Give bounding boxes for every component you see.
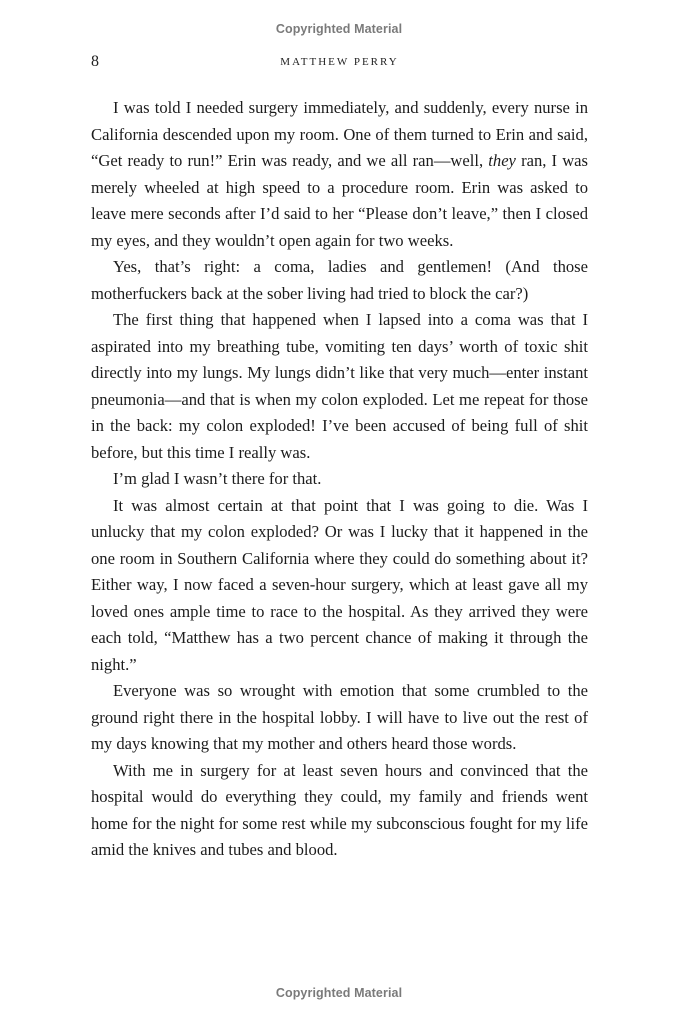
paragraph: Everyone was so wrought with emotion that some crumbled to the ground right there in the hospital lobby. I will have to live out the rest of my days knowing that my mother and others heard those words.	[91, 681, 588, 753]
body-text	[91, 95, 588, 864]
paragraph-text: I was told I needed surgery immediately, and suddenly, every nurse in California descended upon my room. One of them turned to Erin and said, “Get ready to run!” Erin was ready, and we all ran—well,	[91, 98, 588, 170]
paragraph: Yes, that’s right: a coma, ladies and gentlemen! (And those motherfuckers back at the sober living had tried to block the car?)	[91, 257, 588, 303]
page-number: 8	[91, 53, 99, 70]
paragraph: With me in surgery for at least seven hours and convinced that the hospital would do everything they could, my family and friends went home for the night for some rest while my subconscious fought for my life amid the knives and tubes and blood.	[91, 760, 588, 859]
paragraph: I’m glad I wasn’t there for that.	[113, 469, 322, 488]
paragraph	[91, 95, 588, 254]
copyright-watermark-bottom: Copyrighted Material	[275, 986, 403, 1000]
paragraph-text: ran, I was merely wheeled at high speed to a procedure room. Erin was asked to leave mere seconds after I’d said to her “Please don’t leave,” then I closed my eyes, and they wouldn’t open again for two weeks.	[91, 151, 589, 250]
copyright-watermark-top: Copyrighted Material	[275, 22, 403, 36]
running-header	[91, 50, 588, 74]
paragraph: It was almost certain at that point that I was going to die. Was I unlucky that my colon exploded? Or was I lucky that it happened in the one room in Southern California where they could do something about it? Either way, I now faced a seven-hour surgery, which at least gave all my loved ones ample time to race to the hospital. As they arrived they were each told, “Matthew has a two percent chance of making it through the night.”	[91, 495, 588, 674]
emphasis-text: they	[488, 151, 516, 170]
running-head-author: MATTHEW PERRY	[280, 56, 399, 68]
paragraph: The first thing that happened when I lapsed into a coma was that I aspirated into my breathing tube, vomiting ten days’ worth of toxic shit directly into my lungs. My lungs didn’t like that very much—enter instant pneumonia—and that is when my colon exploded. Let me repeat for those in the back: my colon exploded! I’ve been accused of being full of shit before, but this time I really was.	[91, 310, 588, 462]
